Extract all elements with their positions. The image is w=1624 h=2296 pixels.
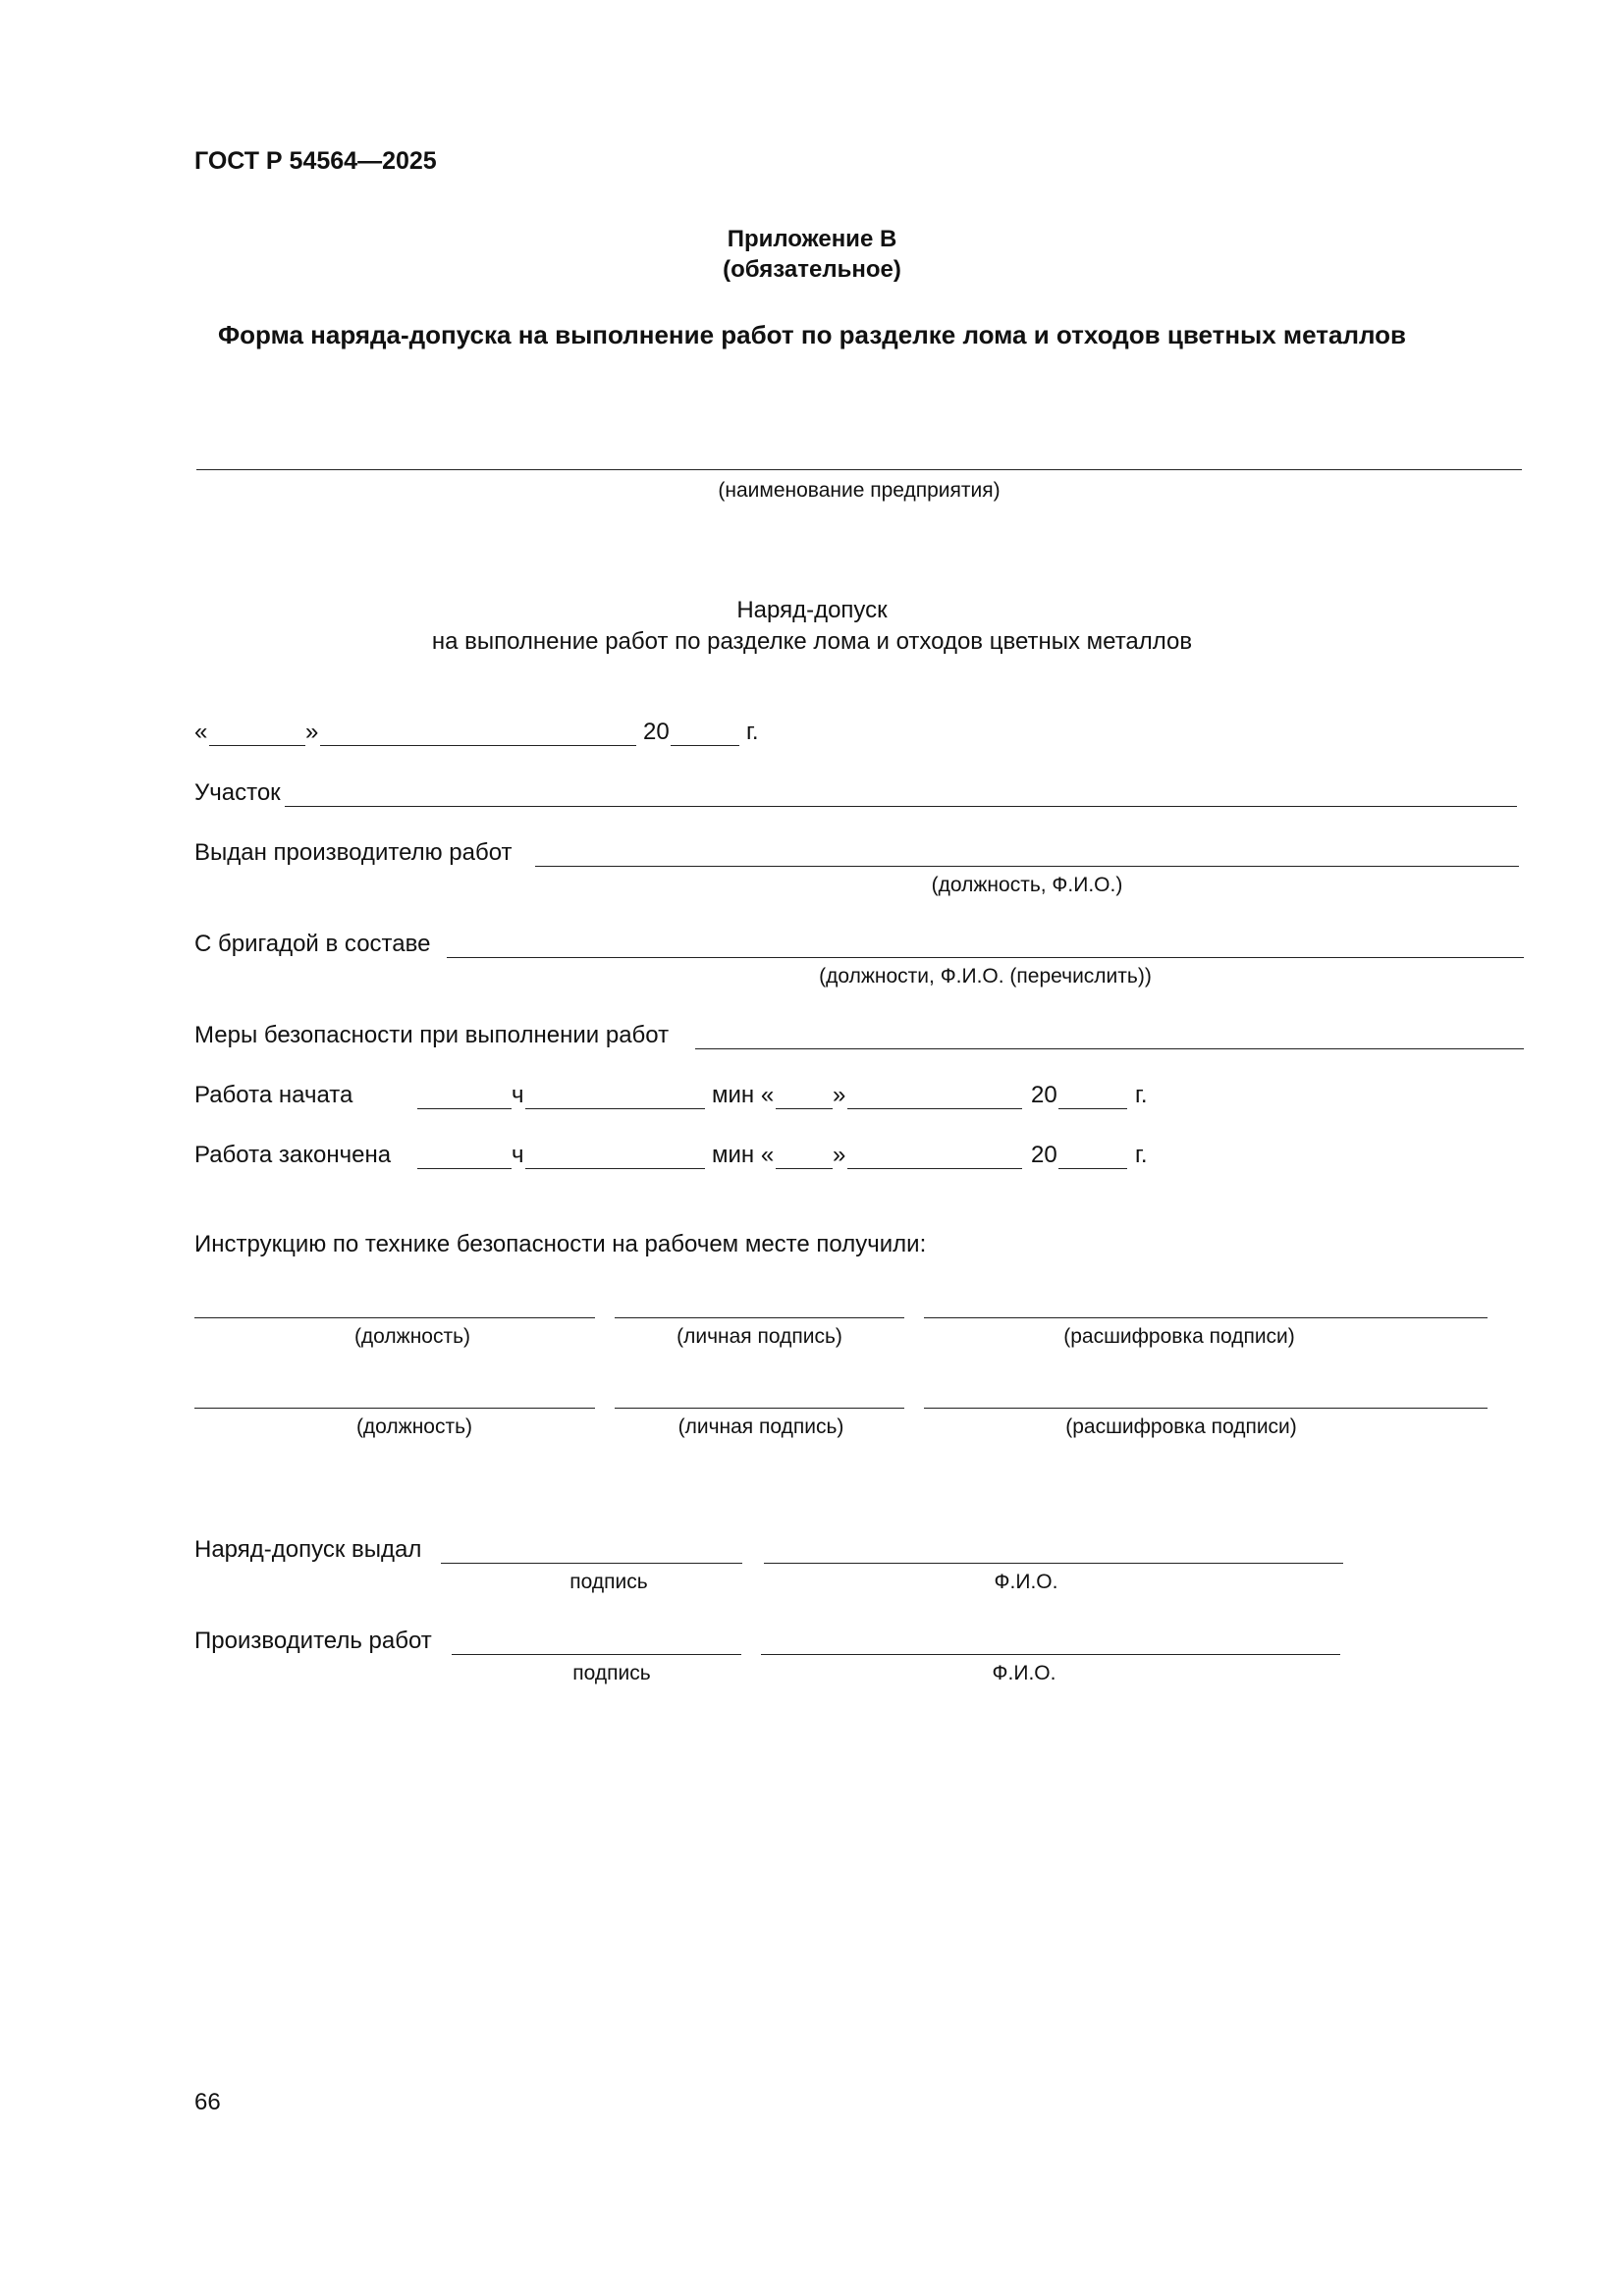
start-hour-blank[interactable] xyxy=(417,1108,512,1109)
start-minute-blank[interactable] xyxy=(525,1108,705,1109)
issued-to-label: Выдан производителю работ xyxy=(194,839,513,866)
work-manager-signature-blank[interactable] xyxy=(452,1654,741,1655)
month-blank[interactable] xyxy=(320,745,636,746)
signature-blank[interactable] xyxy=(615,1408,904,1409)
start-year-suffix: г. xyxy=(1135,1082,1148,1108)
year-blank[interactable] xyxy=(671,745,739,746)
form-title: Форма наряда-допуска на выполнение работ по разделке лома и отходов цветных металлов xyxy=(217,320,1407,349)
work-manager-name-blank[interactable] xyxy=(761,1654,1340,1655)
finish-minute-blank[interactable] xyxy=(525,1168,705,1169)
date-open-quote: « xyxy=(194,719,208,745)
finish-minute-unit: мин « xyxy=(712,1142,775,1168)
start-day-blank[interactable] xyxy=(776,1108,833,1109)
finish-century: 20 xyxy=(1031,1142,1057,1168)
safety-label: Меры безопасности при выполнении работ xyxy=(194,1022,670,1048)
decoding-caption: (расшифровка подписи) xyxy=(1063,1325,1295,1348)
finish-year-blank[interactable] xyxy=(1058,1168,1127,1169)
section-blank[interactable] xyxy=(285,806,1517,807)
issued-by-signature-blank[interactable] xyxy=(441,1563,742,1564)
signature-blank[interactable] xyxy=(615,1317,904,1318)
brigade-label: С бригадой в составе xyxy=(194,931,431,957)
instruction-text: Инструкцию по технике безопасности на рабочем месте получили: xyxy=(194,1231,927,1257)
finish-month-blank[interactable] xyxy=(847,1168,1022,1169)
page-number: 66 xyxy=(194,2089,221,2115)
safety-blank[interactable] xyxy=(695,1048,1524,1049)
position-blank[interactable] xyxy=(194,1408,595,1409)
enterprise-name-line[interactable] xyxy=(196,469,1522,470)
annex-status: (обязательное) xyxy=(723,256,901,283)
issued-by-label: Наряд-допуск выдал xyxy=(194,1536,422,1563)
signature-caption: (личная подпись) xyxy=(677,1415,844,1438)
section-label: Участок xyxy=(194,779,281,806)
start-hour-unit: ч xyxy=(512,1082,524,1108)
finish-close-quote: » xyxy=(833,1142,846,1168)
decoding-blank[interactable] xyxy=(924,1317,1488,1318)
standard-designation: ГОСТ Р 54564—2025 xyxy=(194,147,437,175)
position-caption: (должность) xyxy=(353,1325,471,1348)
permit-title: Наряд-допуск xyxy=(736,597,888,623)
start-century: 20 xyxy=(1031,1082,1057,1108)
brigade-caption: (должности, Ф.И.О. (перечислить)) xyxy=(819,965,1152,988)
issued-to-caption: (должность, Ф.И.О.) xyxy=(931,874,1123,896)
enterprise-caption: (наименование предприятия) xyxy=(718,479,1001,502)
annex-title: Приложение В xyxy=(727,226,897,252)
work-started-label: Работа начата xyxy=(194,1082,353,1108)
brigade-blank[interactable] xyxy=(447,957,1524,958)
start-close-quote: » xyxy=(833,1082,846,1108)
signature-caption: (личная подпись) xyxy=(677,1325,842,1348)
date-close-quote: » xyxy=(305,719,319,745)
issued-by-signature-caption: подпись xyxy=(569,1571,648,1593)
permit-subtitle: на выполнение работ по разделке лома и отходов цветных металлов xyxy=(431,628,1193,655)
start-minute-unit: мин « xyxy=(712,1082,775,1108)
position-caption: (должность) xyxy=(355,1415,473,1438)
start-month-blank[interactable] xyxy=(847,1108,1022,1109)
issued-by-name-blank[interactable] xyxy=(764,1563,1343,1564)
finish-hour-blank[interactable] xyxy=(417,1168,512,1169)
finish-year-suffix: г. xyxy=(1135,1142,1148,1168)
decoding-blank[interactable] xyxy=(924,1408,1488,1409)
work-manager-label: Производитель работ xyxy=(194,1628,432,1654)
issued-by-name-caption: Ф.И.О. xyxy=(994,1571,1058,1593)
decoding-caption: (расшифровка подписи) xyxy=(1065,1415,1297,1438)
work-manager-signature-caption: подпись xyxy=(572,1662,651,1684)
work-finished-label: Работа закончена xyxy=(194,1142,392,1168)
date-century: 20 xyxy=(643,719,670,745)
date-year-suffix: г. xyxy=(746,719,759,745)
finish-day-blank[interactable] xyxy=(776,1168,833,1169)
day-blank[interactable] xyxy=(209,745,305,746)
work-manager-name-caption: Ф.И.О. xyxy=(992,1662,1056,1684)
start-year-blank[interactable] xyxy=(1058,1108,1127,1109)
finish-hour-unit: ч xyxy=(512,1142,524,1168)
issued-to-blank[interactable] xyxy=(535,866,1519,867)
position-blank[interactable] xyxy=(194,1317,595,1318)
